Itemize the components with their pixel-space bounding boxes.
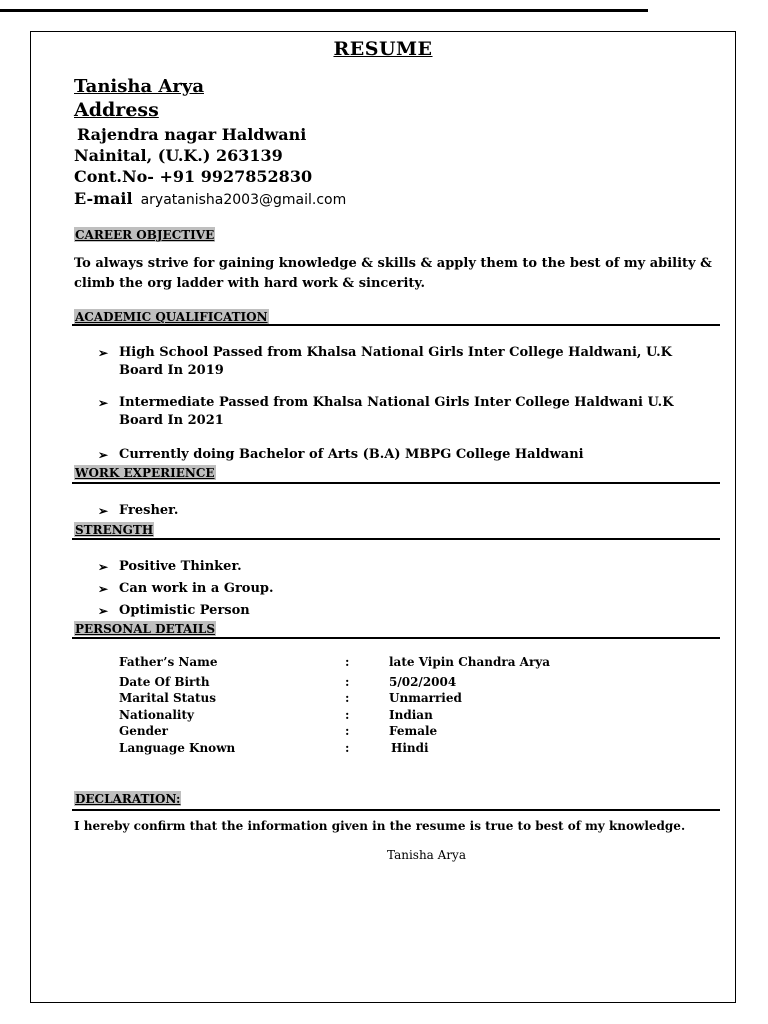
detail-colon: : <box>345 708 350 722</box>
section-divider <box>72 538 720 540</box>
strength-item-1: Positive Thinker. <box>119 559 242 574</box>
declaration-text: I hereby confirm that the information given in the resume is true to best of my knowledge. <box>74 819 686 833</box>
detail-label: Gender <box>119 724 168 738</box>
bullet-arrow-icon: ➢ <box>98 396 109 410</box>
detail-colon: : <box>345 724 350 738</box>
strength-item-2: Can work in a Group. <box>119 581 274 596</box>
address-line-1: Rajendra nagar Haldwani <box>77 125 307 144</box>
detail-label: Language Known <box>119 741 236 755</box>
section-divider <box>72 324 720 326</box>
detail-value: Indian <box>389 708 433 722</box>
detail-label: Date Of Birth <box>119 675 210 689</box>
bullet-arrow-icon: ➢ <box>98 604 109 618</box>
strength-heading: STRENGTH <box>75 523 154 537</box>
signature-name: Tanisha Arya <box>387 848 466 862</box>
list-item <box>98 502 708 520</box>
academic-item-1: High School Passed from Khalsa National Girls Inter College Haldwani, U.K Board In 2019 <box>119 345 672 378</box>
personal-details-heading: PERSONAL DETAILS <box>75 622 216 636</box>
personal-detail-row <box>119 741 679 758</box>
detail-label: Father’s Name <box>119 655 218 669</box>
personal-detail-row <box>119 691 679 708</box>
address-line-2: Nainital, (U.K.) 263139 <box>74 146 283 165</box>
detail-value: late Vipin Chandra Arya <box>389 655 551 669</box>
detail-value: Hindi <box>391 741 429 755</box>
personal-detail-row <box>119 675 679 692</box>
personal-detail-row <box>119 708 679 725</box>
contact-number: Cont.No- +91 9927852830 <box>74 167 313 186</box>
detail-label: Marital Status <box>119 691 217 705</box>
detail-label: Nationality <box>119 708 194 722</box>
section-divider <box>72 482 720 484</box>
list-item <box>98 446 708 464</box>
academic-item-3: Currently doing Bachelor of Arts (B.A) MBPG College Haldwani <box>119 447 584 462</box>
detail-colon: : <box>345 741 350 755</box>
resume-page <box>30 31 736 1003</box>
strength-item-3: Optimistic Person <box>119 603 250 618</box>
top-rule <box>0 9 648 12</box>
academic-item-2: Intermediate Passed from Khalsa National Girls Inter College Haldwani U.K Board In 2021 <box>119 395 674 428</box>
work-experience-heading: WORK EXPERIENCE <box>75 466 215 480</box>
bullet-arrow-icon: ➢ <box>98 504 109 518</box>
list-item <box>98 580 708 598</box>
list-item <box>98 558 708 576</box>
detail-colon: : <box>345 691 350 705</box>
detail-colon: : <box>345 675 350 689</box>
declaration-heading: DECLARATION: <box>75 792 181 806</box>
detail-value: Unmarried <box>389 691 462 705</box>
address-heading: Address <box>74 99 159 121</box>
email-line <box>74 189 346 208</box>
work-item-1: Fresher. <box>119 503 179 518</box>
bullet-arrow-icon: ➢ <box>98 582 109 596</box>
academic-qualification-heading: ACADEMIC QUALIFICATION <box>75 310 268 324</box>
detail-value: Female <box>389 724 438 738</box>
personal-detail-row <box>119 724 679 741</box>
personal-detail-row <box>119 655 679 672</box>
page-title: RESUME <box>333 38 433 60</box>
bullet-arrow-icon: ➢ <box>98 560 109 574</box>
detail-value: 5/02/2004 <box>389 675 457 689</box>
career-objective-text: To always strive for gaining knowledge & skills & apply them to the best of my ability & climb the org ladder with hard work & sincerity. <box>74 256 712 291</box>
bullet-arrow-icon: ➢ <box>98 448 109 462</box>
section-divider <box>72 637 720 639</box>
bullet-arrow-icon: ➢ <box>98 346 109 360</box>
applicant-name: Tanisha Arya <box>74 76 204 97</box>
list-item <box>98 602 708 620</box>
list-item <box>98 344 708 380</box>
section-divider <box>72 809 720 811</box>
career-objective-heading: CAREER OBJECTIVE <box>75 228 215 242</box>
list-item <box>98 394 708 430</box>
detail-colon: : <box>345 655 350 669</box>
email-label: E-mail <box>74 189 133 208</box>
email-value: aryatanisha2003@gmail.com <box>140 192 347 208</box>
